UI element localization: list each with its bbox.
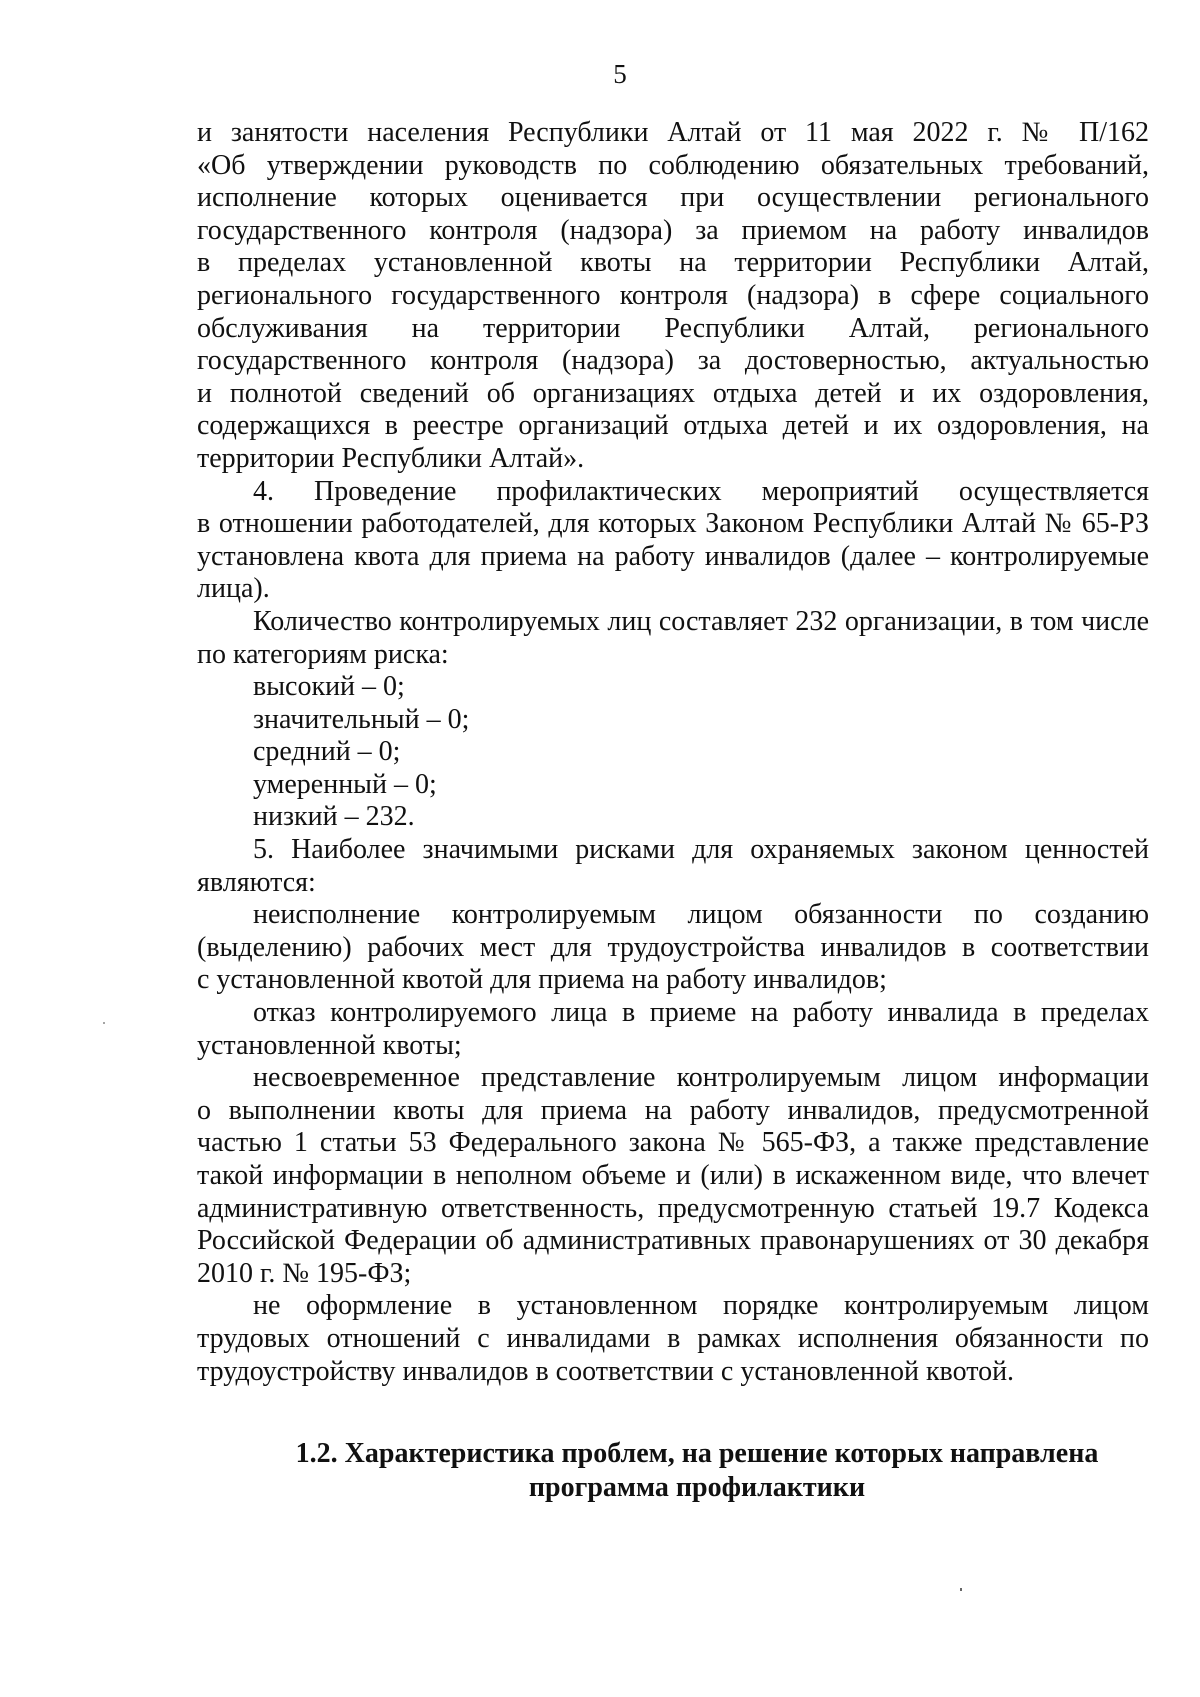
paragraph-line: являются:: [197, 866, 316, 898]
paragraph-line: не оформление в установленном порядке контролируемым лицом: [253, 1290, 1149, 1322]
paragraph-line: 4. Проведение профилактических мероприятий осуществляется: [253, 475, 1149, 507]
paragraph-line: административную ответственность, предусмотренную статьей 19.7 Кодекса: [197, 1192, 1149, 1224]
risk-category-item: низкий – 232.: [253, 801, 415, 833]
paragraph-line: государственного контроля (надзора) за приемом на работу инвалидов: [197, 214, 1149, 246]
paragraph-line: установлена квота для приема на работу инвалидов (далее – контролируемые: [197, 540, 1149, 572]
risk-category-item: умеренный – 0;: [253, 768, 437, 800]
section-heading-line: 1.2. Характеристика проблем, на решение которых направлена: [295, 1438, 1099, 1469]
paragraph-line: лица).: [197, 573, 270, 605]
paragraph-line: неисполнение контролируемым лицом обязанности по созданию: [253, 899, 1149, 931]
risk-category-item: средний – 0;: [253, 736, 401, 768]
section-heading-line: программа профилактики: [528, 1472, 866, 1503]
paragraph-line: содержащихся в реестре организаций отдыха детей и их оздоровления, на: [197, 410, 1149, 442]
paragraph-line: о выполнении квоты для приема на работу инвалидов, предусмотренной: [197, 1094, 1149, 1126]
paragraph-line: частью 1 статьи 53 Федерального закона № 565-ФЗ, а также представление: [197, 1127, 1149, 1159]
body-text: [197, 117, 1149, 1388]
paragraph-line: территории Республики Алтай».: [197, 442, 585, 474]
scan-speck: [103, 1022, 105, 1024]
paragraph-line: обслуживания на территории Республики Алтай, регионального: [197, 312, 1149, 344]
paragraph-line: в пределах установленной квоты на территории Республики Алтай,: [197, 247, 1149, 279]
paragraph-line: такой информации в неполном объеме и (или) в искаженном виде, что влечет: [197, 1160, 1149, 1191]
paragraph-line: в отношении работодателей, для которых Законом Республики Алтай № 65-РЗ: [197, 508, 1149, 540]
page-number: 5: [613, 59, 627, 89]
risk-category-item: высокий – 0;: [253, 671, 405, 703]
scan-speck: [960, 1588, 962, 1591]
paragraph-line: несвоевременное представление контролируемым лицом информации: [253, 1062, 1149, 1094]
paragraph-line: (выделению) рабочих мест для трудоустройства инвалидов в соответствии: [197, 931, 1149, 963]
paragraph-line: государственного контроля (надзора) за достоверностью, актуальностью: [197, 345, 1149, 377]
paragraph-line: 2010 г. № 195-ФЗ;: [197, 1257, 412, 1289]
paragraph-line: отказ контролируемого лица в приеме на работу инвалида в пределах: [253, 997, 1149, 1029]
paragraph-line: трудоустройству инвалидов в соответствии с установленной квотой.: [197, 1355, 1015, 1387]
section-heading: [197, 1437, 1197, 1505]
risk-category-item: значительный – 0;: [253, 703, 470, 735]
paragraph-line: исполнение которых оценивается при осуществлении регионального: [197, 182, 1149, 214]
paragraph-line: и занятости населения Республики Алтай от 11 мая 2022 г. № П/162: [197, 117, 1149, 148]
paragraph-line: установленной квоты;: [197, 1029, 462, 1061]
paragraph-line: трудовых отношений с инвалидами в рамках исполнения обязанности по: [197, 1322, 1149, 1354]
paragraph-line: «Об утверждении руководств по соблюдению обязательных требований,: [197, 149, 1149, 181]
paragraph-line: Количество контролируемых лиц составляет 232 организации, в том числе: [253, 605, 1149, 637]
paragraph-line: Российской Федерации об административных правонарушениях от 30 декабря: [197, 1225, 1149, 1257]
paragraph-line: 5. Наиболее значимыми рисками для охраняемых законом ценностей: [253, 834, 1149, 866]
paragraph-line: по категориям риска:: [197, 638, 449, 670]
paragraph-line: с установленной квотой для приема на работу инвалидов;: [197, 964, 887, 996]
paragraph-line: регионального государственного контроля (надзора) в сфере социального: [197, 279, 1149, 311]
paragraph-line: и полнотой сведений об организациях отдыха детей и их оздоровления,: [197, 377, 1149, 409]
